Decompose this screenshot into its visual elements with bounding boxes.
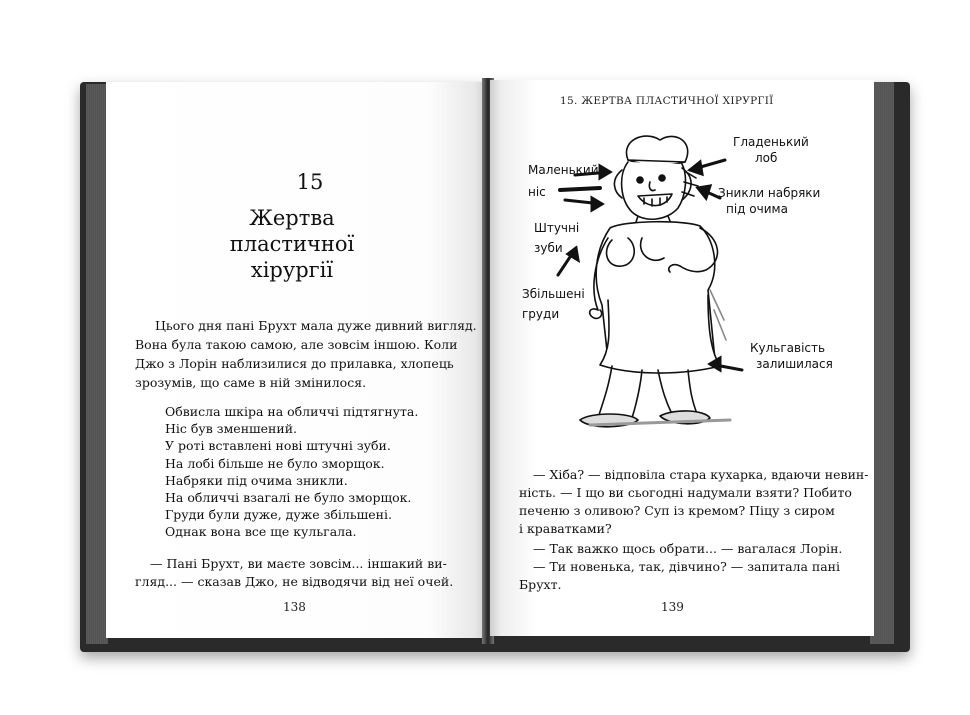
right-paragraph-line: і краватками? [519,521,612,536]
list-item: Набряки під очима зникли. [165,473,348,488]
label-fake-teeth [534,220,579,256]
label-line: лоб [755,151,778,165]
chapter-title-line1: Жертва пластичної [229,206,355,256]
label-line: ніс [528,185,546,199]
label-line: груди [522,307,560,321]
paragraph1-line: зрозумів, що саме в ній змінилося. [135,375,367,390]
page-number-right: 139 [661,600,684,614]
label-line: Штучні [534,221,580,235]
left-page-edges [86,84,108,644]
label-limp-remains [750,340,833,372]
running-head: 15. ЖЕРТВА ПЛАСТИЧНОЇ ХІРУРГІЇ [560,95,774,107]
label-enlarged-bust [522,286,585,322]
list-item: Ніс був зменшений. [165,421,298,436]
label-line: залишилася [756,357,833,371]
right-paragraph-line: ність. — І що ви сьогодні надумали взяти? Побито [519,485,852,500]
label-line: Кульгавість [750,341,826,355]
paragraph2-line: гляд... — сказав Джо, не відводячи від неї очей. [135,574,454,589]
chapter-title-line2: хірургії [250,258,334,282]
label-line: під очима [726,202,788,216]
paragraph2-line: — Пані Брухт, ви маєте зовсім... іншакий ви- [150,556,447,571]
paragraph1-line: Цього дня пані Брухт мала дуже дивний вигляд. [155,318,477,333]
chapter-number: 15 [296,170,324,194]
label-line: Збільшені [522,287,585,301]
list-item: На обличчі взагалі не було зморщок. [165,490,412,505]
label-line: Маленький [528,163,599,177]
label-small-nose [528,162,599,200]
label-line: Зникли набряки [718,186,821,200]
label-puffiness-gone [718,185,820,217]
list-item: На лобі більше не було зморщок. [165,456,385,471]
list-item: Однак вона все ще кульгала. [165,524,357,539]
chapter-title [192,205,392,283]
paragraph1-line: Вона була такою самою, але зовсім іншою. Коли [135,337,458,352]
label-smooth-forehead [733,134,809,166]
paragraph1-line: Джо з Лорін наблизилися до прилавка, хлопець [135,356,454,371]
label-line: Гладенький [733,135,809,149]
right-paragraph-line: печеню з оливою? Суп із кремом? Піцу з сиром [519,503,835,518]
right-paragraph-line: — Хіба? — відповіла стара кухарка, вдаючи невин- [533,467,869,482]
list-item: У роті вставлені нові штучні зуби. [165,438,391,453]
list-item: Груди були дуже, дуже збільшені. [165,507,392,522]
page-number-left: 138 [283,600,306,614]
right-paragraph-line: — Так важко щось обрати... — вагалася Лорін. [533,541,843,556]
list-item: Обвисла шкіра на обличчі підтягнута. [165,404,419,419]
right-paragraph-line: Брухт. [519,577,562,592]
right-paragraph-line: — Ти новенька, так, дівчино? — запитала пані [533,559,840,574]
label-line: зуби [534,241,563,255]
